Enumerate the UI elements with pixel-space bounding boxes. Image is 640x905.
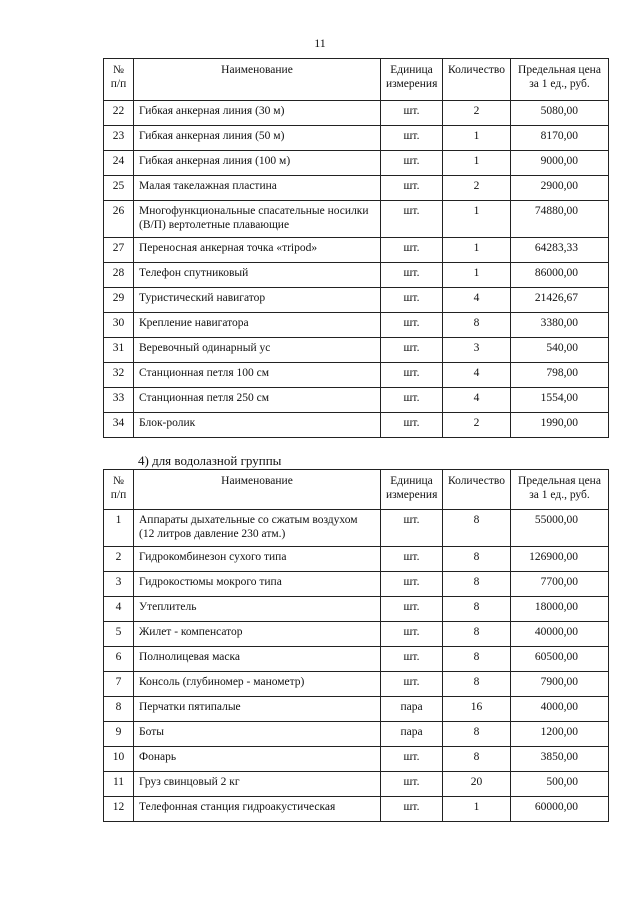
row-unit: шт.	[381, 510, 443, 547]
row-num: 2	[104, 547, 134, 572]
table-row	[104, 176, 609, 201]
row-qty: 2	[443, 101, 511, 126]
table-row	[104, 288, 609, 313]
row-name: Гибкая анкерная линия (30 м)	[134, 101, 381, 126]
row-unit: шт.	[381, 126, 443, 151]
row-price: 5080,00	[511, 101, 609, 126]
row-name: Боты	[134, 722, 381, 747]
row-qty: 4	[443, 288, 511, 313]
row-price: 1200,00	[511, 722, 609, 747]
table-row	[104, 413, 609, 438]
row-name: Телефон спутниковый	[134, 263, 381, 288]
row-unit: шт.	[381, 288, 443, 313]
row-price: 60500,00	[511, 647, 609, 672]
row-qty: 8	[443, 313, 511, 338]
row-num: 27	[104, 238, 134, 263]
header-qty: Количество	[443, 470, 511, 510]
row-qty: 1	[443, 797, 511, 822]
row-num: 1	[104, 510, 134, 547]
header-unit: Единица измерения	[381, 59, 443, 101]
row-unit: шт.	[381, 151, 443, 176]
row-num: 7	[104, 672, 134, 697]
row-num: 5	[104, 622, 134, 647]
row-name: Веревочный одинарный ус	[134, 338, 381, 363]
row-qty: 8	[443, 572, 511, 597]
row-unit: пара	[381, 722, 443, 747]
row-qty: 1	[443, 151, 511, 176]
row-price: 74880,00	[511, 201, 609, 238]
table-row	[104, 101, 609, 126]
row-num: 30	[104, 313, 134, 338]
row-name: Гибкая анкерная линия (100 м)	[134, 151, 381, 176]
table-row	[104, 572, 609, 597]
row-num: 11	[104, 772, 134, 797]
table-header-row	[104, 470, 609, 510]
table-row	[104, 126, 609, 151]
row-qty: 4	[443, 388, 511, 413]
row-unit: пара	[381, 697, 443, 722]
row-num: 8	[104, 697, 134, 722]
row-price: 86000,00	[511, 263, 609, 288]
row-unit: шт.	[381, 772, 443, 797]
table-header-row	[104, 59, 609, 101]
row-qty: 8	[443, 647, 511, 672]
row-price: 40000,00	[511, 622, 609, 647]
header-price: Предельная цена за 1 ед., руб.	[511, 59, 609, 101]
row-num: 12	[104, 797, 134, 822]
row-unit: шт.	[381, 797, 443, 822]
row-name: Переносная анкерная точка «тripod»	[134, 238, 381, 263]
table-row	[104, 622, 609, 647]
row-price: 126900,00	[511, 547, 609, 572]
row-num: 3	[104, 572, 134, 597]
header-num: № п/п	[104, 470, 134, 510]
row-qty: 3	[443, 338, 511, 363]
row-price: 60000,00	[511, 797, 609, 822]
row-price: 2900,00	[511, 176, 609, 201]
row-name: Аппараты дыхательные со сжатым воздухом (12 литров давление 230 атм.)	[134, 510, 381, 547]
row-num: 31	[104, 338, 134, 363]
table-row	[104, 201, 609, 238]
row-name: Телефонная станция гидроакустическая	[134, 797, 381, 822]
section-heading: 4) для водолазной группы	[138, 453, 282, 468]
row-name: Гидрокомбинезон сухого типа	[134, 547, 381, 572]
row-qty: 1	[443, 263, 511, 288]
row-price: 9000,00	[511, 151, 609, 176]
row-name: Крепление навигатора	[134, 313, 381, 338]
row-unit: шт.	[381, 413, 443, 438]
table-row	[104, 672, 609, 697]
row-price: 55000,00	[511, 510, 609, 547]
row-name: Перчатки пятипалые	[134, 697, 381, 722]
row-price: 3850,00	[511, 747, 609, 772]
row-num: 10	[104, 747, 134, 772]
row-name: Фонарь	[134, 747, 381, 772]
row-name: Станционная петля 100 см	[134, 363, 381, 388]
header-unit: Единица измерения	[381, 470, 443, 510]
row-unit: шт.	[381, 747, 443, 772]
table-row	[104, 338, 609, 363]
row-qty: 2	[443, 413, 511, 438]
row-price: 7900,00	[511, 672, 609, 697]
row-name: Гибкая анкерная линия (50 м)	[134, 126, 381, 151]
table-row	[104, 647, 609, 672]
row-price: 18000,00	[511, 597, 609, 622]
row-unit: шт.	[381, 363, 443, 388]
row-name: Утеплитель	[134, 597, 381, 622]
row-unit: шт.	[381, 313, 443, 338]
row-unit: шт.	[381, 672, 443, 697]
row-unit: шт.	[381, 647, 443, 672]
row-num: 33	[104, 388, 134, 413]
row-num: 6	[104, 647, 134, 672]
row-num: 24	[104, 151, 134, 176]
row-num: 25	[104, 176, 134, 201]
row-unit: шт.	[381, 597, 443, 622]
row-num: 32	[104, 363, 134, 388]
table-row	[104, 313, 609, 338]
table-row	[104, 510, 609, 547]
row-qty: 1	[443, 238, 511, 263]
row-price: 1990,00	[511, 413, 609, 438]
row-num: 34	[104, 413, 134, 438]
row-num: 26	[104, 201, 134, 238]
row-qty: 8	[443, 722, 511, 747]
row-name: Полнолицевая маска	[134, 647, 381, 672]
table-row	[104, 388, 609, 413]
row-name: Консоль (глубиномер - манометр)	[134, 672, 381, 697]
row-unit: шт.	[381, 263, 443, 288]
row-num: 28	[104, 263, 134, 288]
table-row	[104, 263, 609, 288]
page-number: 11	[314, 36, 326, 50]
header-qty: Количество	[443, 59, 511, 101]
header-price: Предельная цена за 1 ед., руб.	[511, 470, 609, 510]
row-price: 4000,00	[511, 697, 609, 722]
row-qty: 8	[443, 547, 511, 572]
table-row	[104, 772, 609, 797]
row-unit: шт.	[381, 176, 443, 201]
row-num: 29	[104, 288, 134, 313]
row-num: 23	[104, 126, 134, 151]
row-qty: 1	[443, 201, 511, 238]
table-row	[104, 797, 609, 822]
row-name: Гидрокостюмы мокрого типа	[134, 572, 381, 597]
row-price: 540,00	[511, 338, 609, 363]
row-price: 21426,67	[511, 288, 609, 313]
row-unit: шт.	[381, 201, 443, 238]
row-qty: 2	[443, 176, 511, 201]
row-qty: 4	[443, 363, 511, 388]
row-unit: шт.	[381, 238, 443, 263]
row-price: 1554,00	[511, 388, 609, 413]
equipment-table-1	[103, 58, 609, 438]
row-price: 7700,00	[511, 572, 609, 597]
row-num: 22	[104, 101, 134, 126]
table-row	[104, 722, 609, 747]
row-name: Станционная петля 250 см	[134, 388, 381, 413]
row-qty: 8	[443, 747, 511, 772]
row-qty: 1	[443, 126, 511, 151]
row-qty: 20	[443, 772, 511, 797]
table-row	[104, 151, 609, 176]
row-price: 64283,33	[511, 238, 609, 263]
header-name: Наименование	[134, 470, 381, 510]
row-price: 500,00	[511, 772, 609, 797]
header-name: Наименование	[134, 59, 381, 101]
row-price: 3380,00	[511, 313, 609, 338]
row-unit: шт.	[381, 547, 443, 572]
row-price: 8170,00	[511, 126, 609, 151]
row-name: Малая такелажная пластина	[134, 176, 381, 201]
row-qty: 8	[443, 510, 511, 547]
row-price: 798,00	[511, 363, 609, 388]
table-row	[104, 697, 609, 722]
row-qty: 8	[443, 672, 511, 697]
row-name: Туристический навигатор	[134, 288, 381, 313]
table-row	[104, 547, 609, 572]
row-unit: шт.	[381, 622, 443, 647]
equipment-table-2	[103, 469, 609, 822]
row-name: Блок-ролик	[134, 413, 381, 438]
row-num: 4	[104, 597, 134, 622]
row-qty: 16	[443, 697, 511, 722]
row-qty: 8	[443, 597, 511, 622]
table-row	[104, 238, 609, 263]
row-name: Многофункциональные спасательные носилки (В/П) вертолетные плавающие	[134, 201, 381, 238]
row-qty: 8	[443, 622, 511, 647]
row-unit: шт.	[381, 338, 443, 363]
row-unit: шт.	[381, 572, 443, 597]
table-row	[104, 597, 609, 622]
header-num: № п/п	[104, 59, 134, 101]
row-unit: шт.	[381, 388, 443, 413]
table-row	[104, 363, 609, 388]
row-name: Жилет - компенсатор	[134, 622, 381, 647]
row-name: Груз свинцовый 2 кг	[134, 772, 381, 797]
row-unit: шт.	[381, 101, 443, 126]
table-row	[104, 747, 609, 772]
row-num: 9	[104, 722, 134, 747]
